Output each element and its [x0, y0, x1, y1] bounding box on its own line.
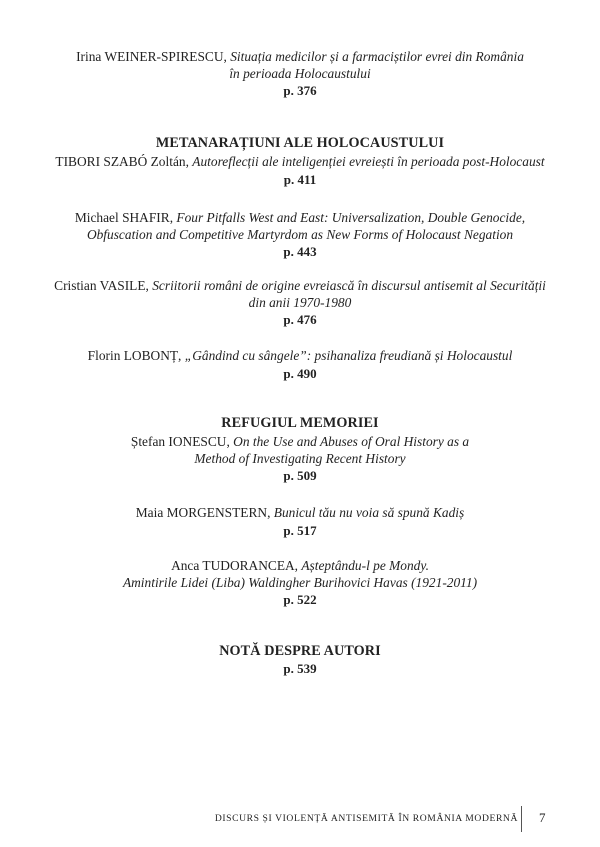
footer-divider — [521, 806, 522, 832]
entry-author: Cristian VASILE, — [54, 278, 153, 293]
entry-title: On the Use and Abuses of Oral History as a — [233, 434, 470, 449]
entry-page: p. 517 — [283, 522, 317, 538]
section-title: NOTĂ DESPRE AUTORI — [219, 643, 381, 659]
toc-entry[interactable] — [40, 434, 560, 484]
entry-page: p. 443 — [283, 244, 317, 259]
entry-page: p. 376 — [283, 83, 317, 98]
running-title: DISCURS ȘI VIOLENȚĂ ANTISEMITĂ ÎN ROMÂNIA MODERNĂ — [214, 813, 518, 824]
entry-title-continued: din anii 1970-1980 — [248, 294, 352, 310]
entry-title: Scriitorii români de origine evreiască în discursul antisemit al Securității — [152, 278, 546, 293]
entry-page: p. 509 — [283, 468, 317, 483]
toc-entry[interactable] — [40, 278, 560, 328]
entry-page: p. 476 — [283, 312, 317, 327]
entry-author: Florin LOBONȚ, — [87, 348, 185, 363]
section-title: METANARAȚIUNI ALE HOLOCAUSTULUI — [155, 135, 445, 151]
entry-title: Autoreflecții ale inteligenției evreiești în perioada post-Holocaust — [192, 154, 545, 169]
page-number: 7 — [539, 810, 546, 825]
toc-entry[interactable] — [40, 210, 560, 260]
toc-entry[interactable] — [40, 505, 560, 539]
entry-author: Michael SHAFIR, — [74, 210, 177, 225]
entry-title: Așteptându-l pe Mondy. — [301, 558, 429, 573]
toc-entry[interactable] — [40, 558, 560, 608]
toc-entry[interactable] — [40, 154, 560, 188]
toc-entry[interactable] — [40, 49, 560, 99]
entry-author: Irina WEINER-SPIRESCU, — [76, 49, 231, 64]
entry-page: p. 490 — [283, 365, 317, 381]
entry-title: Bunicul tău nu voia să spună Kadiș — [273, 505, 465, 520]
entry-author: Maia MORGENSTERN, — [135, 505, 274, 520]
toc-entry[interactable] — [40, 348, 560, 382]
entry-title-continued: Method of Investigating Recent History — [194, 450, 406, 466]
section-heading — [40, 135, 560, 152]
entry-title-continued: în perioada Holocaustului — [229, 65, 371, 81]
entry-author: Anca TUDORANCEA, — [171, 558, 302, 573]
entry-title: „Gândind cu sângele”: psihanaliza freudiană și Holocaustul — [184, 348, 513, 363]
section-title: REFUGIUL MEMORIEI — [221, 415, 379, 431]
section-heading — [40, 415, 560, 432]
entry-page: p. 539 — [283, 661, 317, 676]
entry-title-continued: Obfuscation and Competitive Martyrdom as New Forms of Holocaust Negation — [86, 226, 514, 242]
entry-title-continued: Amintirile Lidei (Liba) Waldingher Burihovici Havas (1921-2011) — [122, 574, 478, 590]
entry-author: TIBORI SZABÓ Zoltán, — [55, 154, 193, 169]
entry-title: Four Pitfalls West and East: Universalization, Double Genocide, — [176, 210, 526, 225]
entry-page: p. 522 — [283, 592, 317, 607]
entry-author: Ștefan IONESCU, — [130, 434, 234, 449]
entry-page: p. 411 — [283, 171, 317, 187]
toc-entry-notes[interactable] — [40, 643, 560, 677]
entry-title: Situația medicilor și a farmaciștilor evrei din România — [230, 49, 524, 64]
